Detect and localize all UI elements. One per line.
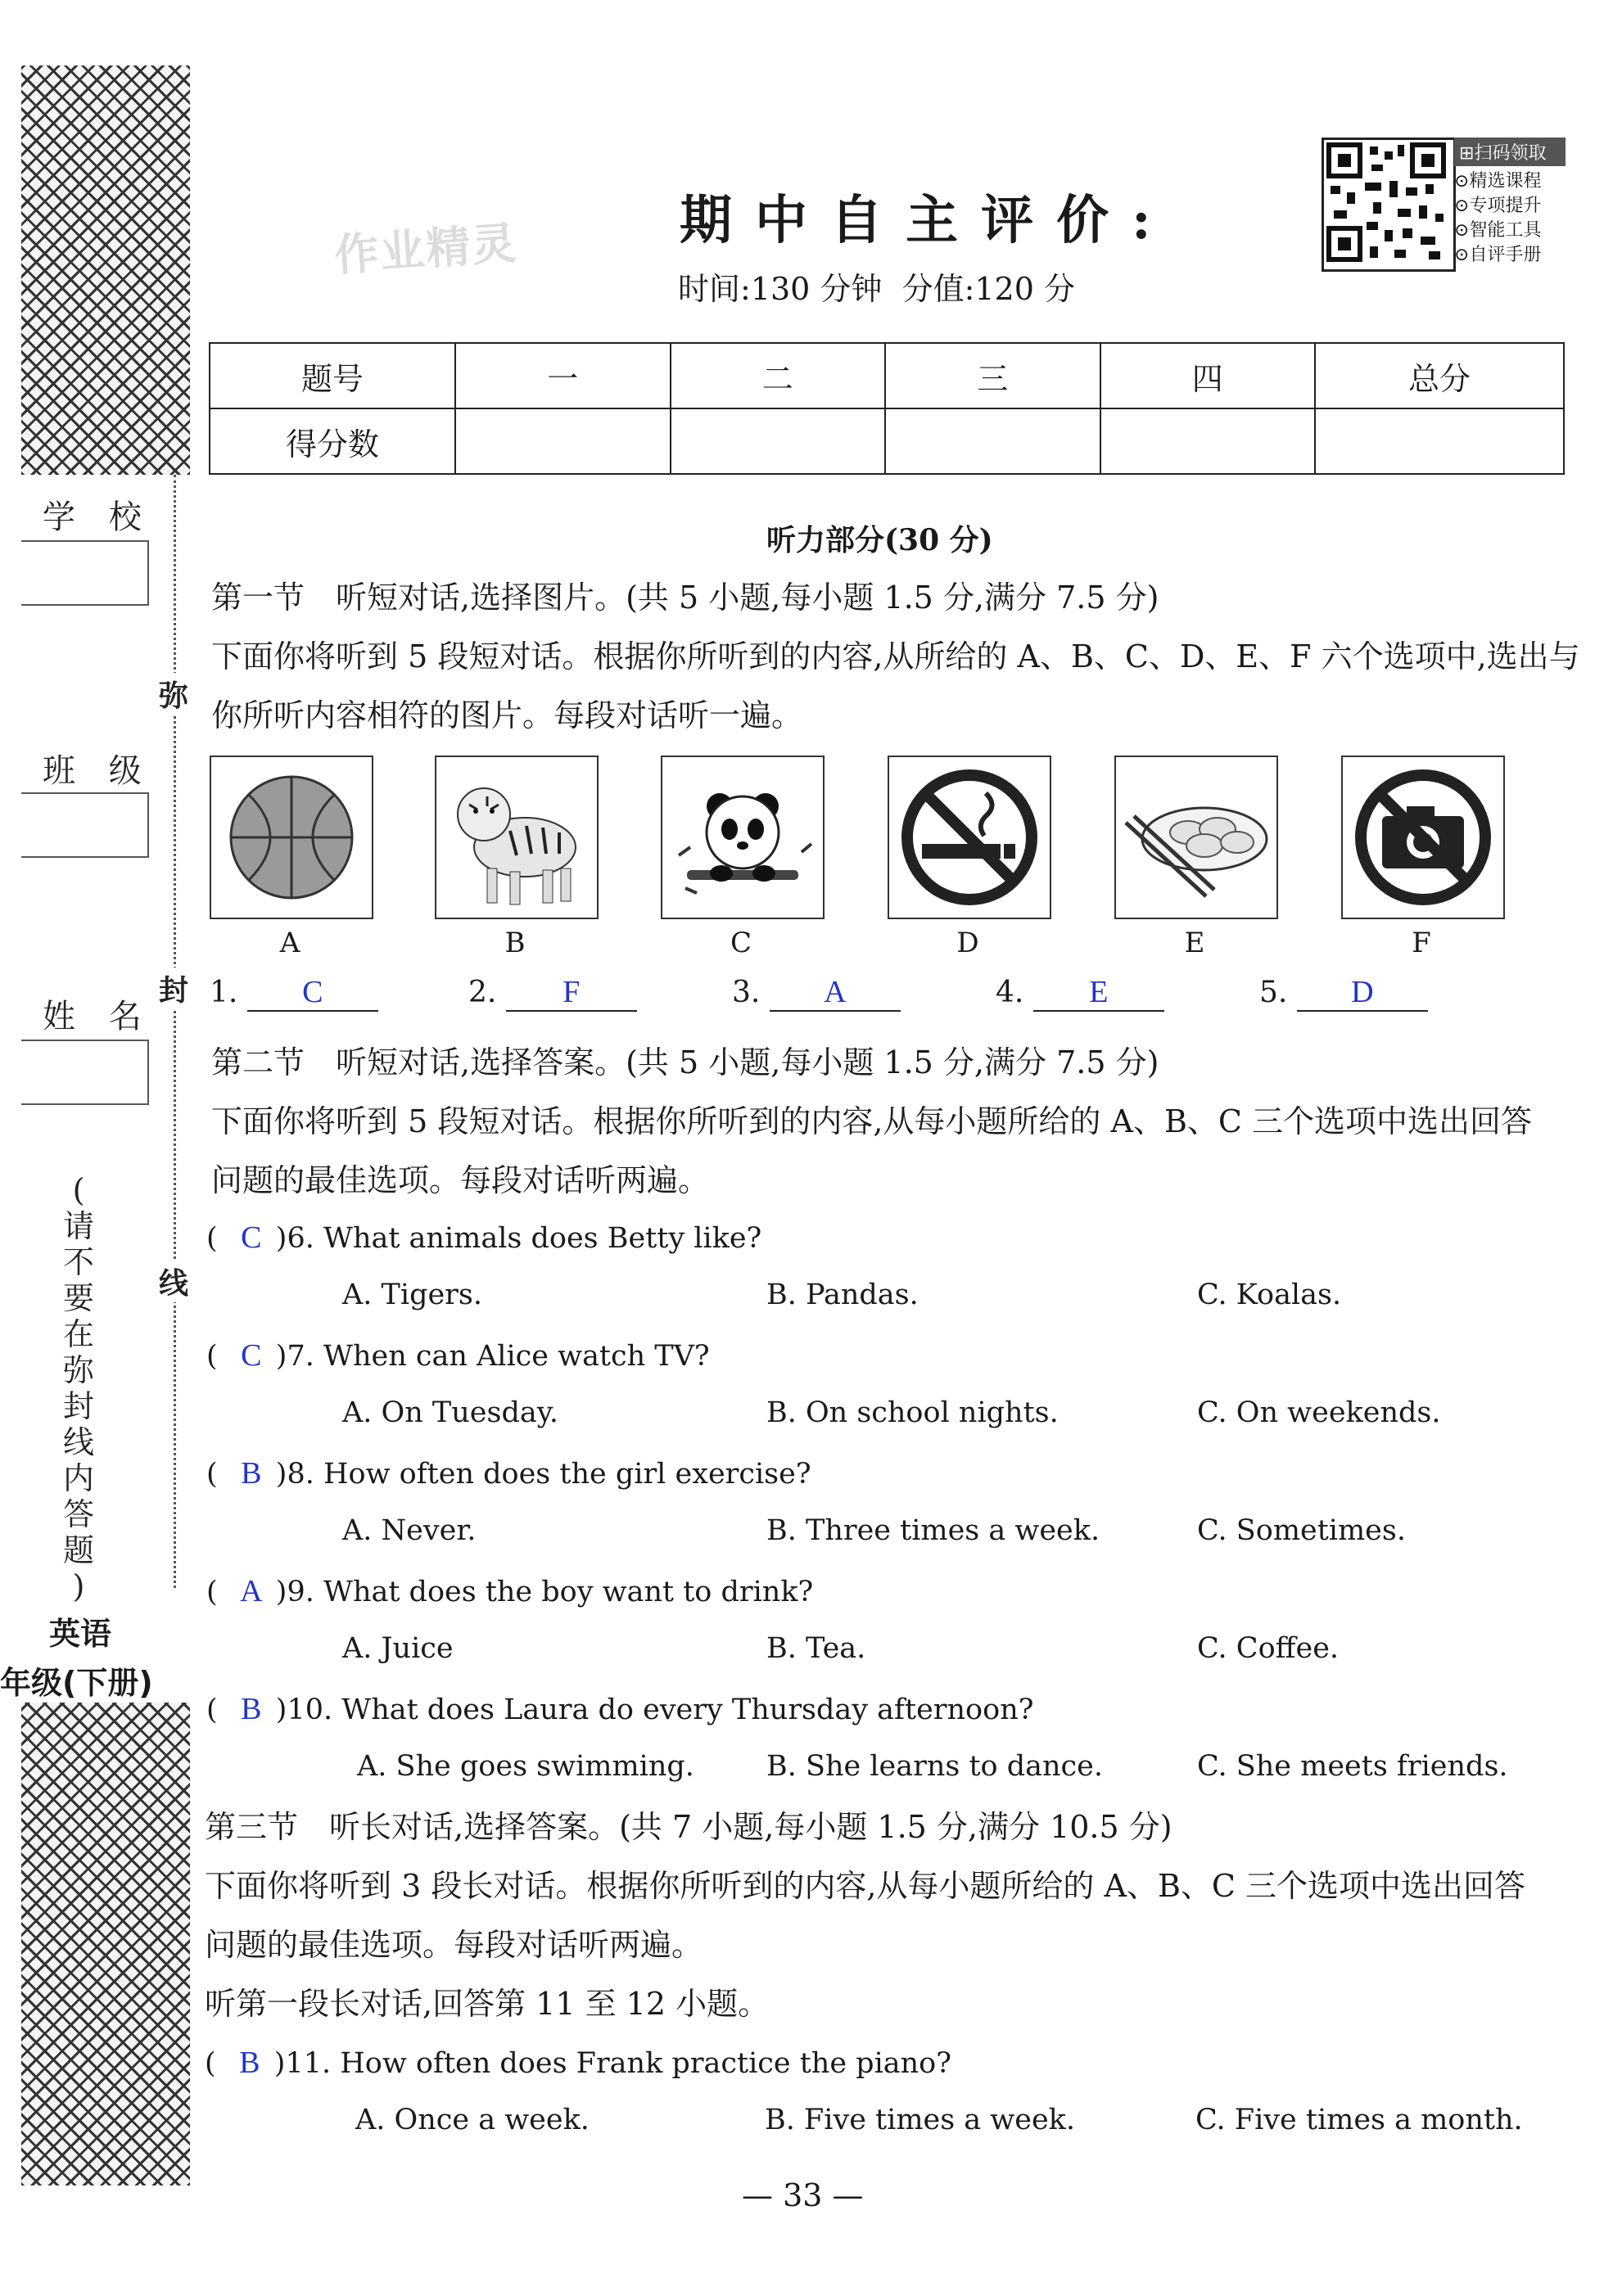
qr-menu-item[interactable] [1454, 194, 1566, 219]
option[interactable]: C. Koalas. [1197, 1279, 1342, 1311]
table-row-label: 得分数 [210, 408, 455, 474]
answer-blank[interactable] [468, 974, 637, 1012]
school-label: 学 校 [43, 498, 153, 536]
note-char: 请 [62, 1208, 94, 1244]
check-circle-icon: ⊙ [1454, 220, 1470, 241]
answer-mark: B [241, 1456, 262, 1491]
section-3-instruction: 问题的最佳选项。每段对话听两遍。 [205, 1927, 703, 1963]
question-10 [206, 1691, 1034, 1727]
page-title: 期中自主评价: [680, 190, 1174, 251]
image-option-f [1341, 756, 1505, 919]
blank-answer: E [1089, 975, 1109, 1009]
qr-menu-item[interactable] [1454, 243, 1566, 268]
seal-word-feng: 封 [159, 968, 188, 1009]
option[interactable]: C. She meets friends. [1197, 1750, 1508, 1783]
question-11 [205, 2045, 951, 2081]
open-paren: ( [206, 1458, 218, 1491]
table-header-cell: 一 [455, 343, 671, 408]
section-1-instruction: 下面你将听到 5 段短对话。根据你所听到的内容,从所给的 A、B、C、D、E、F 六个选项中,选出与 [211, 638, 1580, 674]
answer-mark: C [241, 1220, 262, 1255]
no-smoking-icon [889, 757, 1050, 918]
image-option-b [435, 756, 599, 919]
open-paren: ( [205, 2047, 216, 2080]
name-label: 姓 名 [43, 998, 153, 1035]
answer-blank[interactable] [732, 974, 901, 1012]
score-cell[interactable] [1315, 408, 1564, 474]
image-label: B [504, 927, 526, 959]
class-field[interactable] [21, 792, 149, 858]
qr-menu-text: 精选课程 [1469, 171, 1542, 192]
scan-icon: ⊞ [1459, 143, 1475, 164]
tiger-icon [436, 757, 597, 918]
blank-number: 5. [1259, 976, 1288, 1009]
image-label: C [730, 927, 752, 959]
qr-menu-text: 自评手册 [1469, 245, 1542, 265]
answer-mark: C [241, 1338, 262, 1373]
watermark-text: 作业精灵 [332, 217, 520, 282]
option[interactable]: B. On school nights. [766, 1396, 1059, 1429]
qr-menu-text: 智能工具 [1469, 220, 1542, 241]
question-text: )6. What animals does Betty like? [275, 1222, 762, 1255]
no-photography-icon [1343, 757, 1503, 918]
image-option-c [661, 756, 825, 919]
table-header-cell: 四 [1100, 343, 1316, 408]
table-header-cell: 总分 [1315, 343, 1564, 408]
class-label: 班 级 [43, 752, 153, 790]
question-6 [206, 1220, 761, 1256]
blank-answer: A [824, 975, 847, 1009]
section-1-instruction: 你所听内容相符的图片。每段对话听一遍。 [211, 697, 803, 733]
blank-answer: D [1351, 975, 1374, 1009]
image-option-d [888, 756, 1051, 919]
option[interactable]: A. She goes swimming. [357, 1750, 694, 1783]
table-header-cell: 二 [671, 343, 886, 408]
section-heading: 听力部分(30 分) [766, 523, 993, 557]
score-cell[interactable] [455, 408, 671, 474]
note-char: 不 [62, 1244, 94, 1280]
blank-number: 3. [732, 976, 761, 1009]
option[interactable]: A. On Tuesday. [342, 1396, 558, 1429]
answer-blank[interactable] [210, 974, 378, 1012]
option[interactable]: B. Pandas. [766, 1279, 919, 1311]
note-char: 在 [62, 1316, 94, 1352]
check-circle-icon: ⊙ [1454, 196, 1470, 216]
note-char: 题 [62, 1532, 94, 1568]
option[interactable]: A. Tigers. [342, 1279, 483, 1311]
dumplings-icon [1116, 757, 1276, 918]
note-char: ) [72, 1568, 85, 1604]
answer-blank[interactable] [1259, 974, 1428, 1012]
note-char: ( [72, 1172, 85, 1208]
qr-code[interactable] [1322, 138, 1456, 272]
qr-menu-text: 专项提升 [1469, 196, 1542, 216]
binding-pattern-bottom [21, 1678, 190, 2185]
option[interactable]: C. On weekends. [1197, 1396, 1441, 1429]
option[interactable]: A. Juice [342, 1632, 454, 1665]
note-char: 要 [62, 1280, 94, 1316]
note-char: 封 [62, 1388, 94, 1424]
image-option-e [1114, 756, 1278, 919]
section-3-subheading: 听第一段长对话,回答第 11 至 12 小题。 [205, 1986, 770, 2022]
option[interactable]: A. Once a week. [355, 2104, 590, 2136]
option[interactable]: C. Coffee. [1197, 1632, 1340, 1665]
option[interactable]: A. Never. [342, 1514, 477, 1547]
score-cell[interactable] [885, 408, 1100, 474]
image-label: F [1412, 927, 1431, 959]
note-char: 弥 [62, 1352, 94, 1388]
basketball-icon [211, 757, 372, 918]
open-paren: ( [206, 1576, 218, 1608]
check-circle-icon: ⊙ [1454, 171, 1470, 192]
blank-number: 1. [210, 976, 238, 1009]
score-cell[interactable] [671, 408, 886, 474]
watermark-logo [332, 208, 520, 283]
question-text: )9. What does the boy want to drink? [275, 1576, 814, 1608]
answer-mark: B [239, 2046, 260, 2080]
image-label: D [956, 927, 979, 959]
open-paren: ( [206, 1694, 218, 1726]
name-field[interactable] [21, 1040, 149, 1105]
check-circle-icon: ⊙ [1454, 245, 1470, 265]
question-text: )10. What does Laura do every Thursday afternoon? [275, 1694, 1034, 1726]
score-cell[interactable] [1100, 408, 1316, 474]
qr-code-graphic [1324, 140, 1448, 264]
image-label: A [279, 927, 300, 959]
note-char: 线 [62, 1424, 94, 1460]
option[interactable]: B. She learns to dance. [766, 1750, 1103, 1783]
table-header-cell: 题号 [210, 343, 455, 408]
note-char: 答 [62, 1496, 94, 1532]
section-2-instruction: 下面你将听到 5 段短对话。根据你所听到的内容,从每小题所给的 A、B、C 三个选项中选出回答 [211, 1103, 1533, 1139]
panda-icon [662, 757, 823, 918]
option[interactable]: B. Tea. [766, 1632, 866, 1665]
blank-number: 2. [468, 976, 497, 1009]
binding-pattern-top [21, 65, 190, 475]
qr-scan-label [1454, 138, 1566, 166]
qr-menu-item[interactable] [1454, 169, 1566, 194]
note-char: 内 [62, 1460, 94, 1496]
section-3-instruction: 下面你将听到 3 段长对话。根据你所听到的内容,从每小题所给的 A、B、C 三个选项中选出回答 [205, 1868, 1526, 1904]
question-8 [206, 1455, 811, 1491]
table-row [210, 408, 1564, 474]
blank-answer: F [563, 975, 581, 1009]
open-paren: ( [206, 1222, 218, 1255]
section-2-title: 第二节 听短对话,选择答案。(共 5 小题,每小题 1.5 分,满分 7.5 分) [211, 1044, 1159, 1080]
page-number: — 33 — [742, 2177, 864, 2213]
question-text: )8. How often does the girl exercise? [275, 1458, 811, 1491]
option[interactable]: C. Five times a month. [1195, 2104, 1523, 2136]
exam-info: 时间:130 分钟 分值:120 分 [678, 271, 1075, 307]
open-paren: ( [206, 1340, 218, 1373]
table-header-cell: 三 [885, 343, 1100, 408]
section-3-title: 第三节 听长对话,选择答案。(共 7 小题,每小题 1.5 分,满分 10.5 分) [205, 1809, 1172, 1845]
do-not-answer-note [61, 1172, 97, 1604]
option[interactable]: B. Three times a week. [766, 1514, 1100, 1547]
qr-scan-text: 扫码领取 [1474, 143, 1547, 164]
option[interactable]: B. Five times a week. [765, 2104, 1076, 2136]
qr-menu-item[interactable] [1454, 219, 1566, 243]
table-row [210, 343, 1564, 408]
answer-mark: A [240, 1574, 263, 1608]
image-option-a [210, 756, 373, 919]
answer-blank[interactable] [996, 974, 1164, 1012]
option[interactable]: C. Sometimes. [1197, 1514, 1406, 1547]
qr-menu [1454, 138, 1566, 268]
blank-answer: C [302, 975, 323, 1009]
seal-word-xian: 线 [159, 1261, 188, 1302]
question-7 [206, 1337, 710, 1374]
blank-number: 4. [996, 976, 1024, 1009]
section-2-instruction: 问题的最佳选项。每段对话听两遍。 [211, 1162, 710, 1198]
section-1-title: 第一节 听短对话,选择图片。(共 5 小题,每小题 1.5 分,满分 7.5 分) [211, 580, 1159, 616]
question-text: )7. When can Alice watch TV? [275, 1340, 710, 1373]
image-label: E [1184, 927, 1205, 959]
seal-word-mi: 弥 [159, 673, 188, 715]
answer-mark: B [241, 1692, 262, 1726]
seal-line [174, 475, 176, 1588]
grade-label: 年级(下册) [0, 1658, 190, 1703]
school-field[interactable] [21, 540, 149, 606]
subject-label: 英语 [49, 1616, 112, 1652]
score-table [209, 342, 1565, 475]
question-9 [206, 1573, 813, 1609]
question-text: )11. How often does Frank practice the piano? [273, 2047, 952, 2080]
